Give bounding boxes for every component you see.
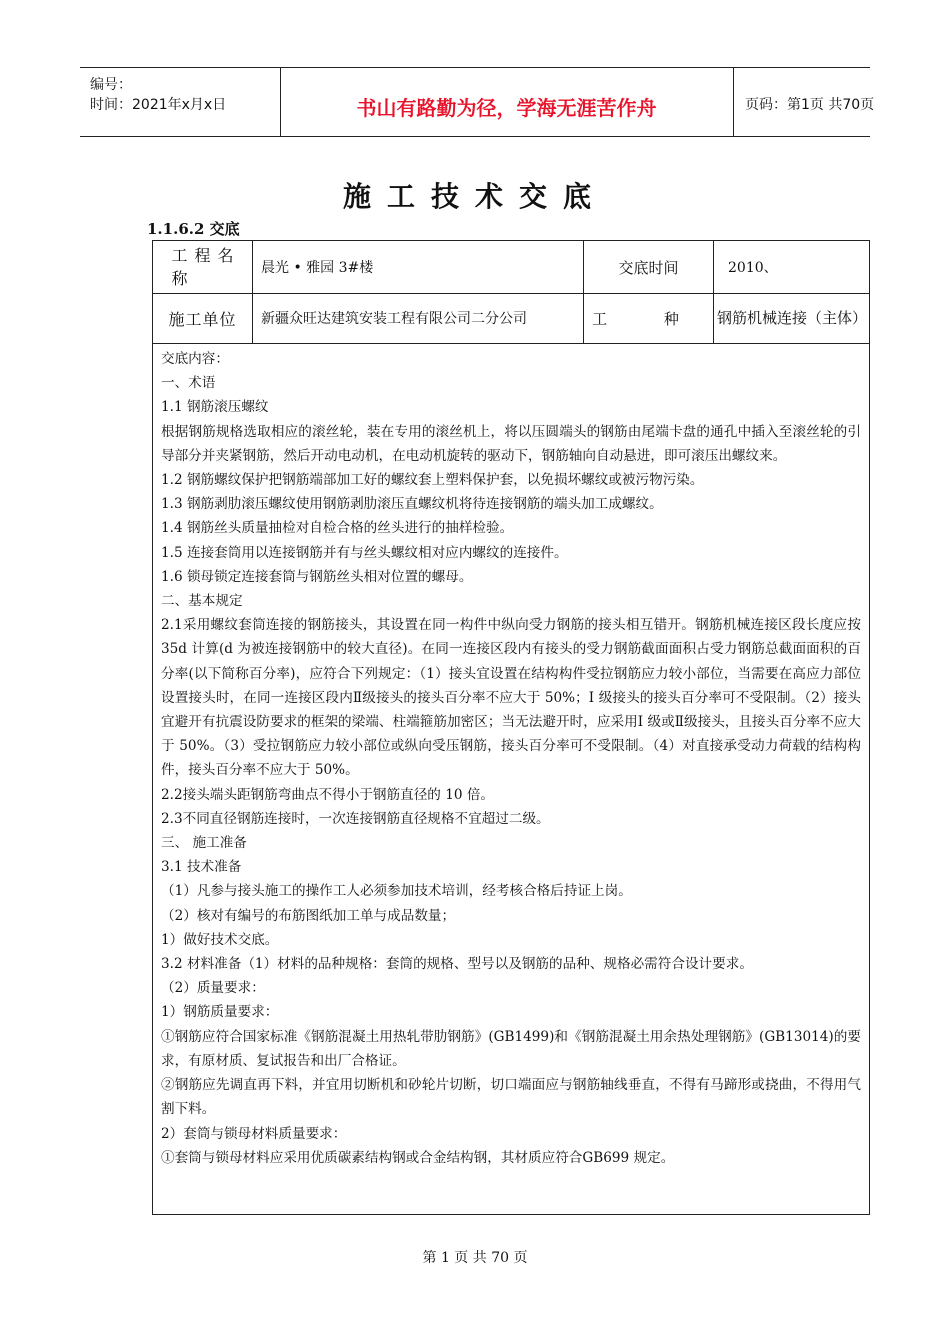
content-line: 交底内容： bbox=[161, 351, 229, 367]
content-line: 1）钢筋质量要求： bbox=[161, 1004, 279, 1021]
content-line: 1.4 钢筋丝头质量抽检对自检合格的丝头进行的抽样检验。 bbox=[161, 520, 514, 537]
content-line: ①钢筋应符合国家标准《钢筋混凝土用热轧带肋钢筋》(GB1499)和《钢筋混凝土用余热处理钢筋》(GB13014)的要求，有原材质、复试报告和出厂合格证。 bbox=[161, 1028, 861, 1069]
time-label: 时间：2021年x月x日 bbox=[90, 97, 227, 113]
content-line: （1）凡参与接头施工的操作工人必须参加技术培训，经考核合格后持证上岗。 bbox=[161, 883, 632, 900]
trade-value: 钢筋机械连接（主体） bbox=[716, 309, 867, 327]
content-line: 3.2 材料准备（1）材料的品种规格：套筒的规格、型号以及钢筋的品种、规格必需符合设计要求。 bbox=[161, 956, 753, 973]
page-header bbox=[80, 67, 875, 137]
section-heading: 1.1.6.2 交底 bbox=[147, 220, 240, 238]
content-line: 2.2接头端头距钢筋弯曲点不得小于钢筋直径的 10 倍。 bbox=[161, 786, 495, 803]
project-value: 晨光 • 雅园 3#楼 bbox=[253, 241, 584, 293]
content-line: 2）套筒与锁母材料质量要求： bbox=[161, 1125, 347, 1142]
number-label: 编号： bbox=[90, 77, 132, 93]
date-label: 交底时间 bbox=[584, 241, 714, 293]
header-meta bbox=[80, 68, 281, 136]
trade-label-cell bbox=[584, 293, 714, 343]
content-line: 1.5 连接套筒用以连接钢筋并有与丝头螺纹相对应内螺纹的连接件。 bbox=[161, 544, 568, 561]
unit-label-cell bbox=[153, 293, 253, 343]
content-line: 一、术语 bbox=[161, 375, 216, 392]
motto: 书山有路勤为径，学海无涯苦作舟 bbox=[356, 96, 657, 120]
project-label: 工程名称 bbox=[171, 246, 234, 288]
trade-label: 工 种 bbox=[592, 309, 705, 328]
content-line: ①套筒与锁母材料应采用优质碳素结构钢或合金结构钢，其材质应符合GB699 规定。 bbox=[161, 1149, 675, 1166]
content-line: （2）质量要求： bbox=[161, 980, 265, 997]
content-line: 根据钢筋规格选取相应的滚丝轮，装在专用的滚丝机上，将以压圆端头的钢筋由尾端卡盘的通孔中插入至滚丝轮的引导部分并夹紧钢筋，然后开动电动机，在电动机旋转的驱动下，钢筋轴向自动悬进，即可滚压出螺纹来。 bbox=[161, 423, 861, 464]
table-row-unit bbox=[153, 293, 869, 344]
document-title: 施工技术交底 bbox=[342, 180, 607, 213]
unit-label: 施工单位 bbox=[168, 309, 237, 329]
page-footer: 第 1 页 共 70 页 bbox=[422, 1250, 528, 1266]
content-line: 2.1采用螺纹套筒连接的钢筋接头，其设置在同一构件中纵向受力钢筋的接头相互错开。钢筋机械连接区段长度应按35d 计算(d 为被连接钢筋中的较大直径)。在同一连接区段内有接头的受力钢筋截面面积占受力钢筋总截面面积的百分率(以下简称百分率)，应符合下列规定：（1）接头宜设置在结构构件受拉钢筋应力较小部位，当需要在高应力部位设置接头时，在同一连接区段内Ⅱ级接头的接头百分率不应大于 50%；Ⅰ 级接头的接头百分率可不受限制。（2）接头宜避开有抗震设防要求的框架的梁端、柱端箍筋加密区；当无法避开时，应采用Ⅰ 级或Ⅱ级接头，且接头百分率不应大于 50%。（3）受拉钢筋应力较小部位或纵向受压钢筋，接头百分率可不受限制。（4）对直接承受动力荷载的结构构件，接头百分率不应大于 50%。 bbox=[161, 617, 861, 779]
content-line: （2）核对有编号的布筋图纸加工单与成品数量； bbox=[161, 907, 456, 924]
content-line: 3.1 技术准备 bbox=[161, 859, 242, 876]
unit-value: 新疆众旺达建筑安装工程有限公司二分公司 bbox=[253, 293, 584, 343]
content-line: 2.3不同直径钢筋连接时，一次连接钢筋直径规格不宜超过二级。 bbox=[161, 810, 550, 827]
content-line: 1.6 锁母锁定连接套筒与钢筋丝头相对位置的螺母。 bbox=[161, 568, 473, 585]
content-line: 1.3 钢筋剥肋滚压螺纹使用钢筋剥肋滚压直螺纹机将待连接钢筋的端头加工成螺纹。 bbox=[161, 496, 663, 513]
content-line: 三、 施工准备 bbox=[161, 835, 247, 852]
header-page-cell bbox=[733, 68, 875, 136]
project-label-cell bbox=[153, 241, 253, 293]
disclosure-content bbox=[161, 347, 861, 1170]
page-code: 页码：第1页 共70页 bbox=[745, 97, 875, 113]
disclosure-table bbox=[152, 240, 870, 1215]
content-line: 1）做好技术交底。 bbox=[161, 931, 279, 948]
content-line: 1.1 钢筋滚压螺纹 bbox=[161, 399, 269, 416]
content-line: 二、基本规定 bbox=[161, 593, 243, 610]
table-row-project bbox=[153, 241, 869, 294]
content-line: ②钢筋应先调直再下料，并宜用切断机和砂轮片切断，切口端面应与钢筋轴线垂直，不得有马蹄形或挠曲，不得用气割下料。 bbox=[161, 1077, 861, 1118]
header-motto-cell bbox=[280, 68, 734, 136]
date-value: 2010、 bbox=[728, 260, 778, 276]
content-line: 1.2 钢筋螺纹保护把钢筋端部加工好的螺纹套上塑料保护套，以免损坏螺纹或被污物污染。 bbox=[161, 472, 704, 489]
